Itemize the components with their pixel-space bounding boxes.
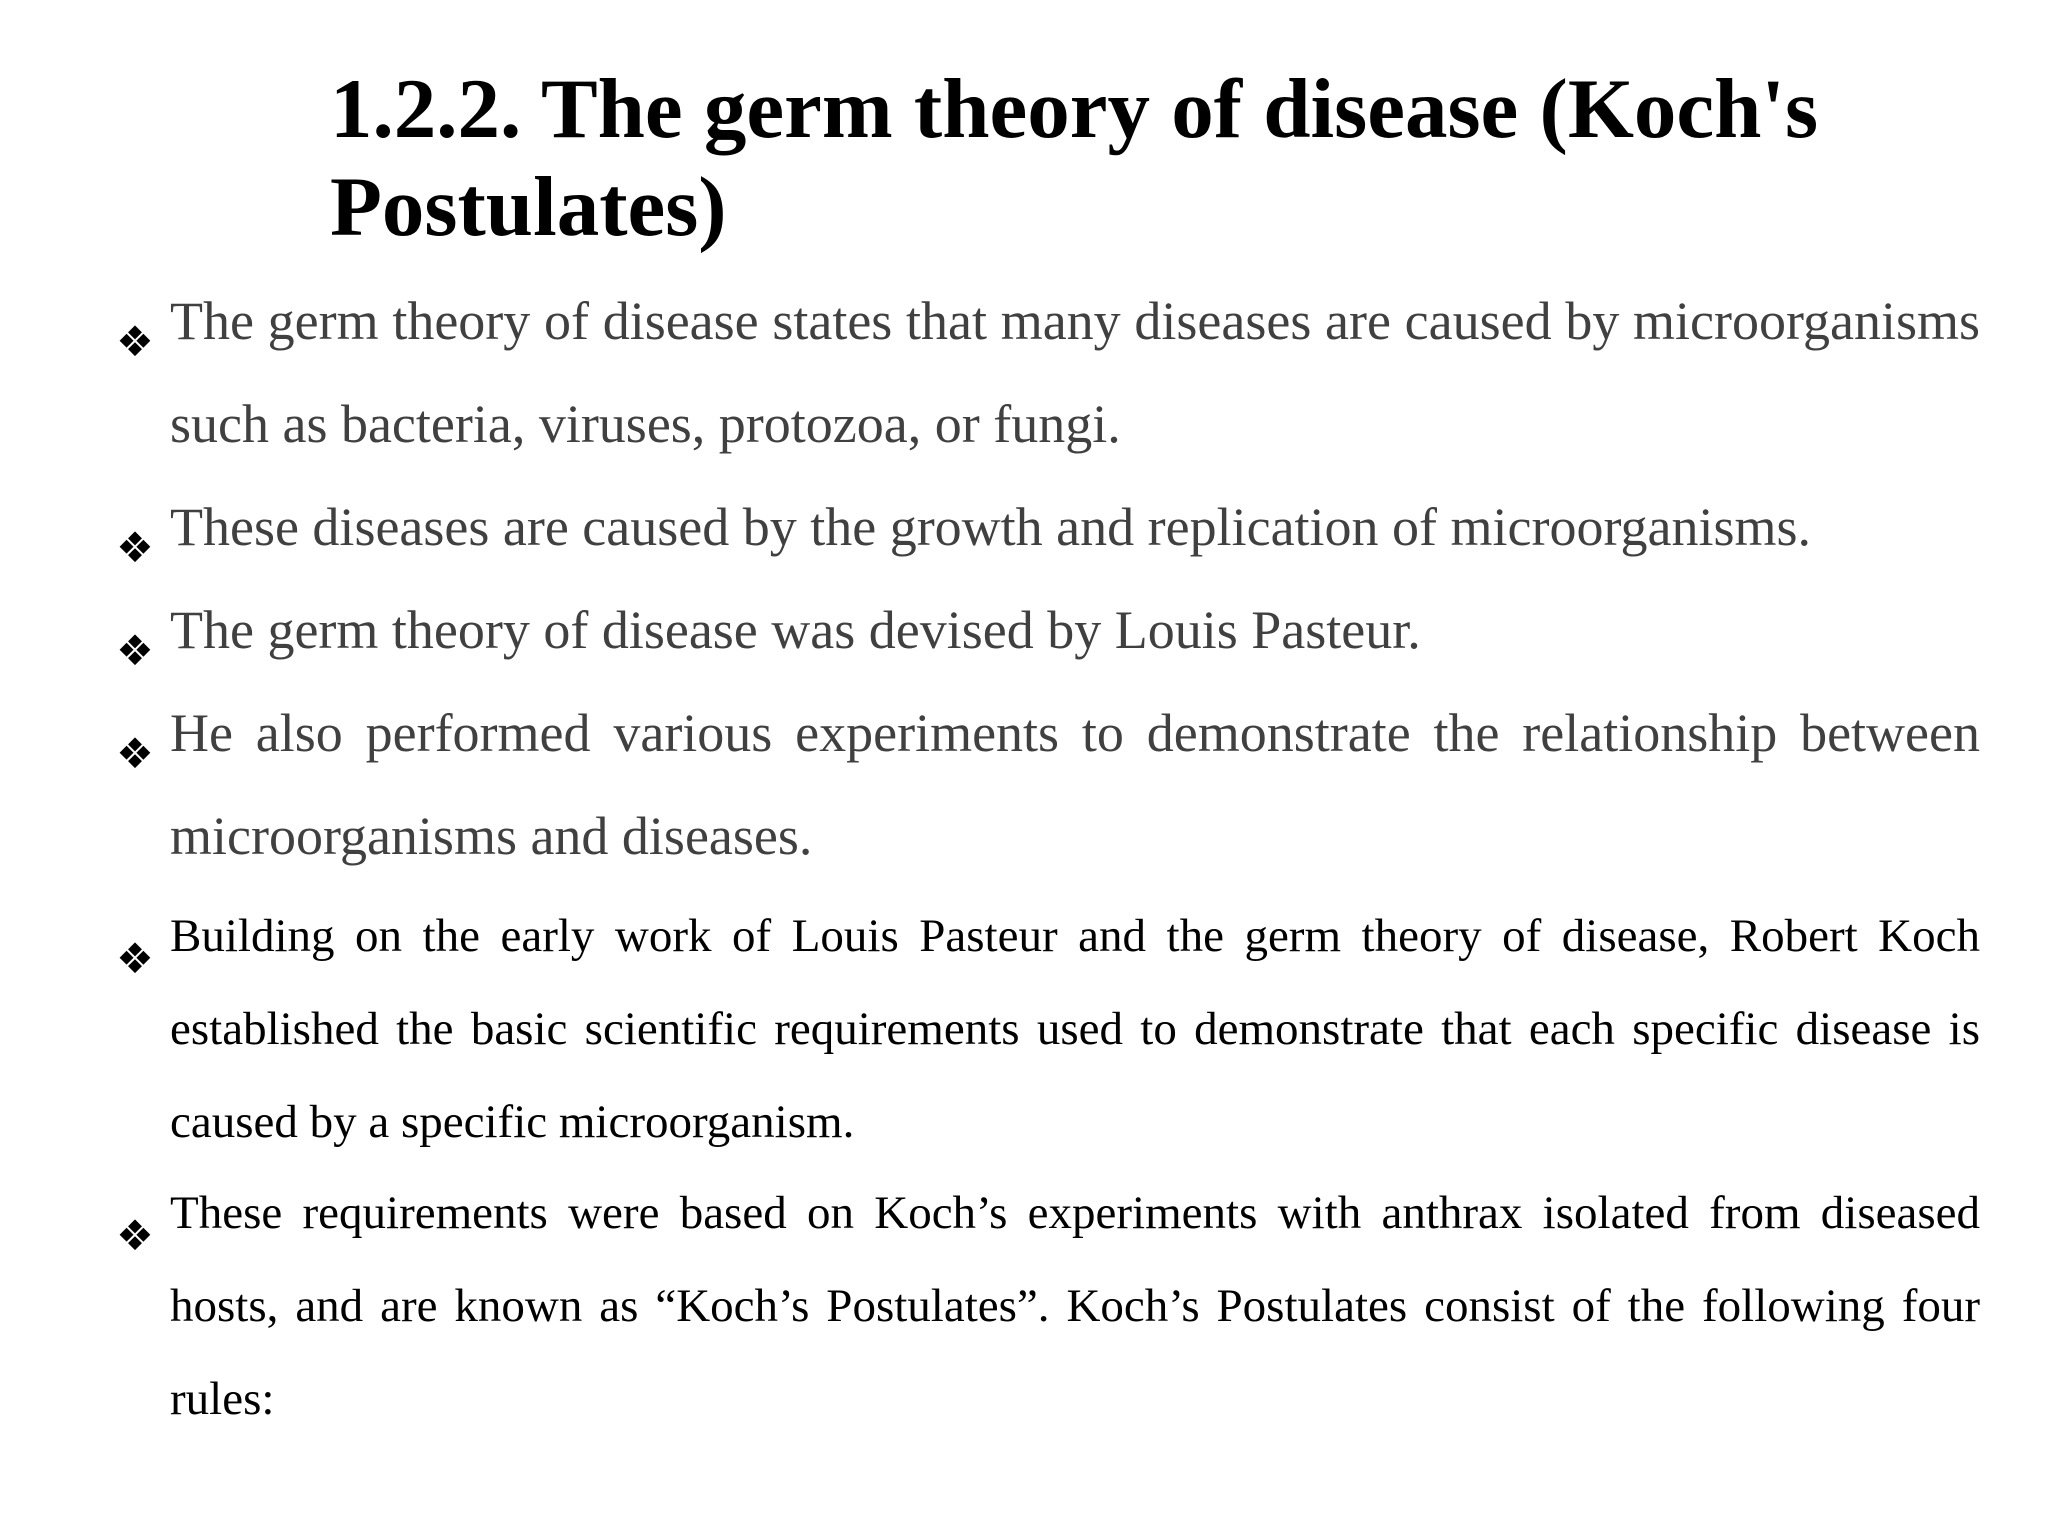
bullet-text: The germ theory of disease was devised by Louis Pasteur.: [170, 600, 1421, 660]
diamond-bullet-icon: ❖: [116, 729, 154, 778]
diamond-bullet-icon: ❖: [116, 934, 154, 983]
bullet-text: The germ theory of disease states that many diseases are caused by microorganisms such as bacteria, viruses, protozoa, or fungi.: [170, 291, 1980, 454]
diamond-bullet-icon: ❖: [116, 1211, 154, 1260]
diamond-bullet-icon: ❖: [116, 317, 154, 366]
slide-title: 1.2.2. The germ theory of disease (Koch's Postulates): [330, 62, 1819, 254]
diamond-bullet-icon: ❖: [116, 523, 154, 572]
bullet-text: He also performed various experiments to demonstrate the relationship between microorganisms and diseases.: [170, 703, 1980, 866]
diamond-bullet-icon: ❖: [116, 626, 154, 675]
bullet-text: These diseases are caused by the growth and replication of microorganisms.: [170, 497, 1811, 557]
bullet-text: Building on the early work of Louis Pasteur and the germ theory of disease, Robert Koch established the basic scientific requirements used to demonstrate that each specific disease is caused by a specific microorganism.: [170, 910, 1980, 1148]
bullet-text: These requirements were based on Koch’s experiments with anthrax isolated from diseased hosts, and are known as “Koch’s Postulates”. Koch’s Postulates consist of the following four rules:: [170, 1187, 1980, 1425]
